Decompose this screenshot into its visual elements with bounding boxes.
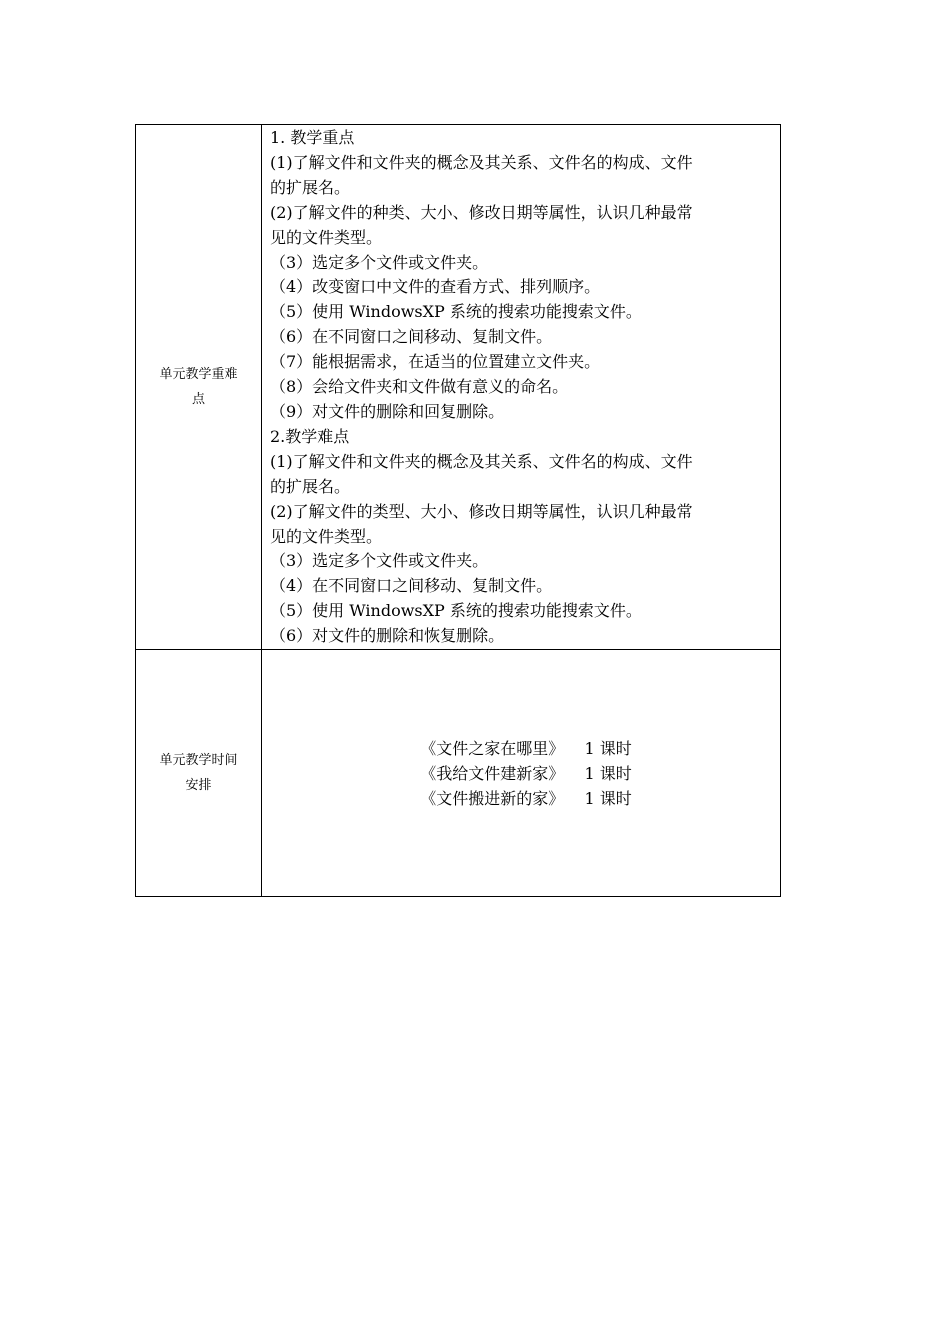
list-item: (1)了解文件和文件夹的概念及其关系、文件名的构成、文件 [270,152,693,172]
list-item: (2)了解文件的种类、大小、修改日期等属性，认识几种最常 [270,202,693,222]
row-label-line: 点 [191,392,205,408]
list-item: 见的文件类型。 [270,227,383,247]
row-label-time-schedule [136,650,262,897]
list-item: （4）在不同窗口之间移动、复制文件。 [270,576,553,596]
list-item: （5）使用 WindowsXP 系统的搜索功能搜索文件。 [270,302,642,322]
time-schedule-content [262,650,781,897]
list-item: （9）对文件的删除和回复删除。 [270,401,505,421]
list-item: （5）使用 WindowsXP 系统的搜索功能搜索文件。 [270,601,642,621]
list-item: （7）能根据需求，在适当的位置建立文件夹。 [270,352,601,372]
row-label-key-difficult-points [136,125,262,650]
list-item: 的扩展名。 [270,177,351,197]
list-item: (2)了解文件的类型、大小、修改日期等属性，认识几种最常 [270,501,693,521]
unit-plan-table [135,124,781,897]
list-item: （4）改变窗口中文件的查看方式、排列顺序。 [270,277,601,297]
list-item: (1)了解文件和文件夹的概念及其关系、文件名的构成、文件 [270,451,693,471]
list-item: （3）选定多个文件或文件夹。 [270,252,489,272]
list-item: （6）在不同窗口之间移动、复制文件。 [270,327,553,347]
schedule-item: 《文件之家在哪里》 1 课时 [420,738,632,758]
section-heading-key-points: 1. 教学重点 [270,128,355,147]
section-heading-difficult-points: 2.教学难点 [270,426,350,446]
list-item: （8）会给文件夹和文件做有意义的命名。 [270,377,569,397]
list-item: 见的文件类型。 [270,526,383,546]
row-label-line: 单元教学时间 [159,753,238,769]
schedule-item: 《文件搬进新的家》 1 课时 [420,788,632,808]
table-row-key-difficult-points [136,125,781,650]
row-label-line: 安排 [185,778,212,794]
list-item: （6）对文件的删除和恢复删除。 [270,626,505,646]
table-row-time-schedule [136,650,781,897]
row-label-line: 单元教学重难 [159,367,238,383]
key-difficult-points-content [262,125,781,650]
list-item: （3）选定多个文件或文件夹。 [270,551,489,571]
schedule-item: 《我给文件建新家》 1 课时 [420,763,632,783]
list-item: 的扩展名。 [270,476,351,496]
